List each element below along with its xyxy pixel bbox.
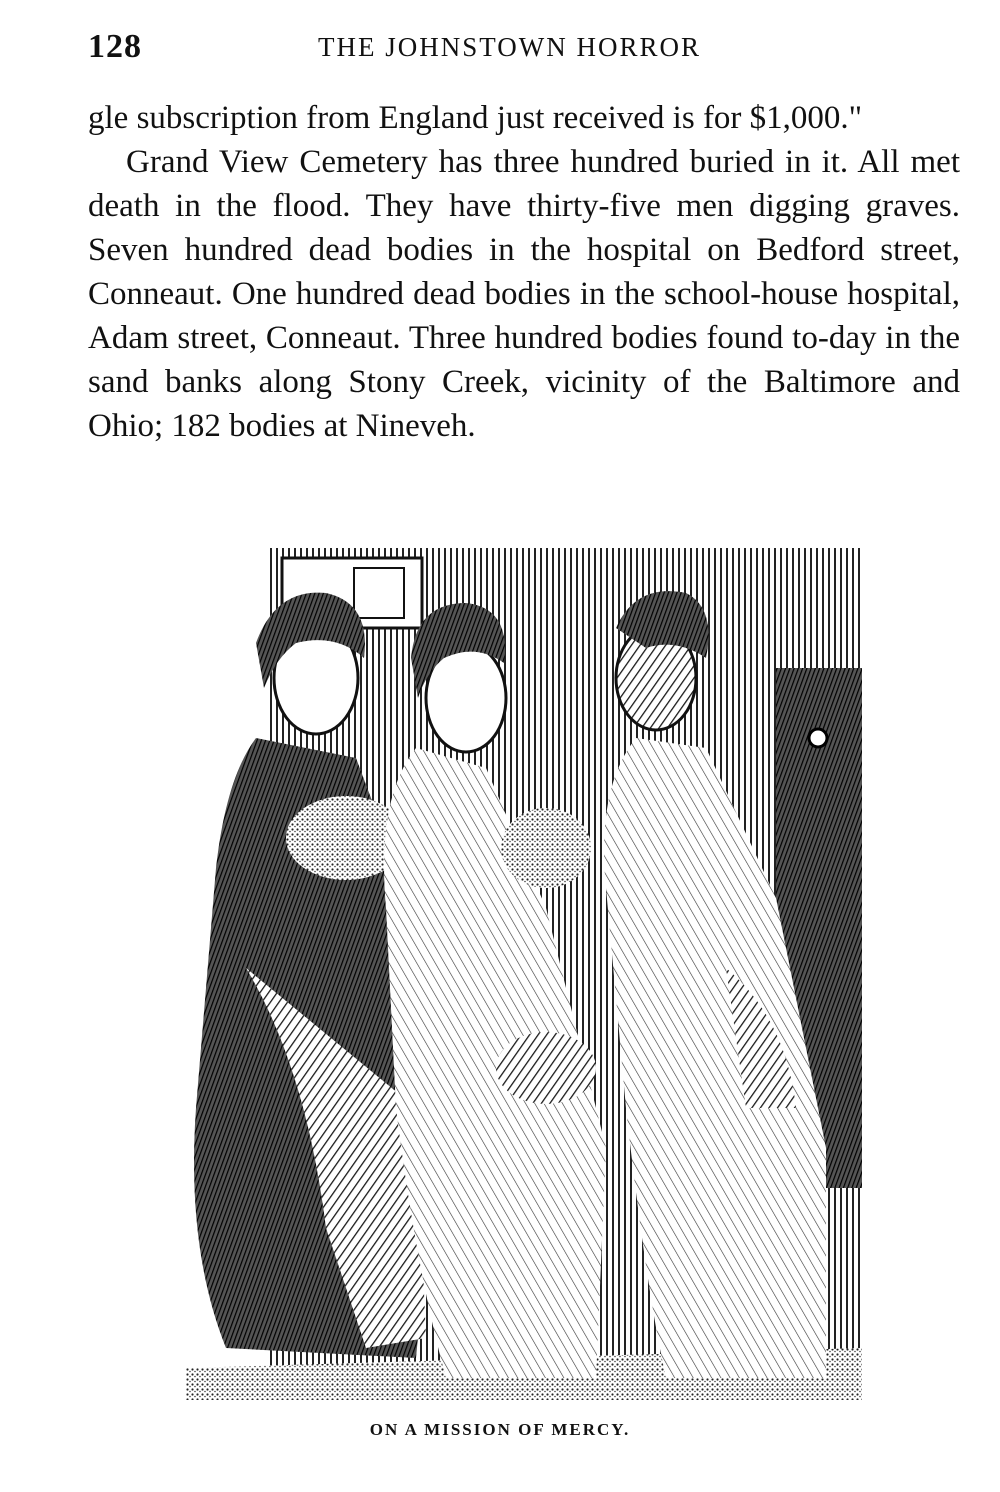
running-title: THE JOHNSTOWN HORROR xyxy=(318,32,702,62)
body-text xyxy=(88,96,960,448)
illustration-caption: ON A MISSION OF MERCY. xyxy=(369,1420,631,1439)
engraving-artwork xyxy=(186,548,862,1400)
page-number: 128 xyxy=(88,28,142,65)
page-header xyxy=(88,28,958,72)
paragraph-continued: gle subscription from England just received is for $1,000." xyxy=(88,100,863,136)
paragraph-cemetery: Grand View Cemetery has three hundred buried in it. All met death in the flood. They have thirty-five men digging graves. Seven hundred dead bodies in the hospital on Bedford street, Conneaut. One hundred dead bodies in the school-house hospital, Adam street, Conneaut. Three hundred bodies found to-day in the sand banks along Stony Creek, vicinity of the Baltimore and Ohio; 182 bodies at Nineveh. xyxy=(88,144,960,444)
engraving-illustration xyxy=(186,548,862,1400)
